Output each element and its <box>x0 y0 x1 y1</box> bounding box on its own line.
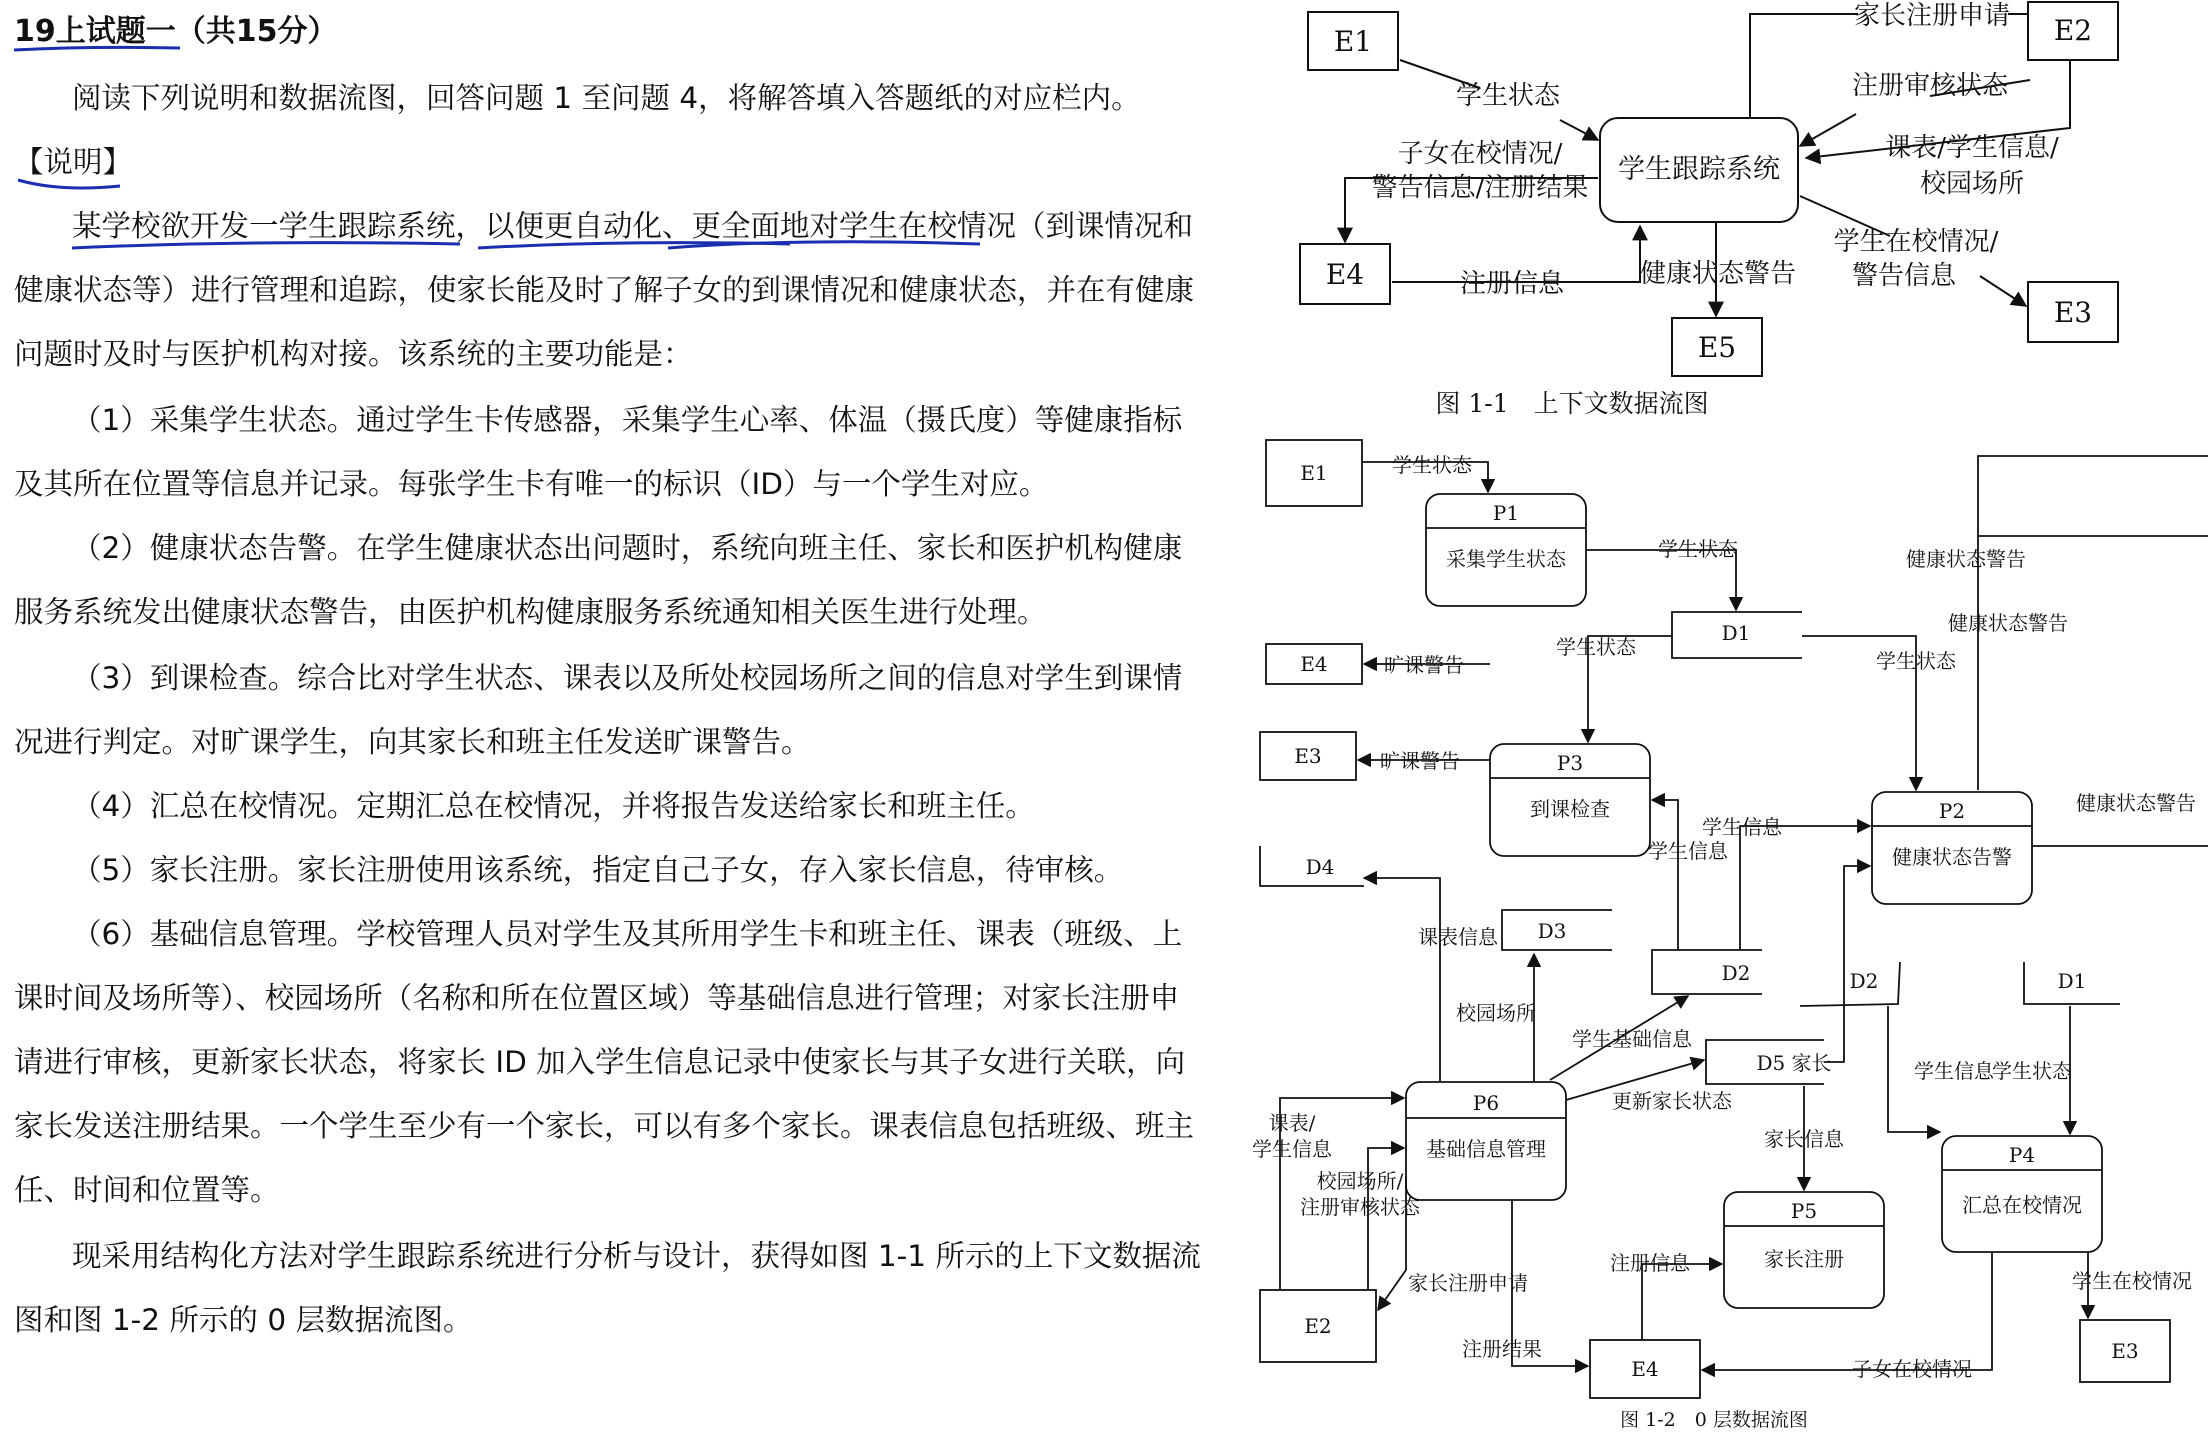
question-title: 19上试题一（共15分） <box>14 14 338 49</box>
flow-label: 学生基础信息 <box>1572 1027 1692 1051</box>
flow-label: 课表/ <box>1268 1111 1316 1135</box>
flow-line <box>2032 676 2208 846</box>
process-p3-name: 到课检查 <box>1530 797 1610 821</box>
entity-e2-label: E2 <box>2053 14 2093 47</box>
flow-label: 家长信息 <box>1764 1127 1844 1151</box>
process-p4-name: 汇总在校情况 <box>1962 1193 2082 1217</box>
flow-label: 校园场所 <box>1456 1001 1536 1025</box>
store-d5-label: D5 家长 <box>1756 1051 1832 1075</box>
entity-e4-label: E4 <box>1325 258 1365 291</box>
flow-label: 子女在校情况 <box>1852 1357 1972 1381</box>
flow-line <box>1364 878 1440 1082</box>
flow-line <box>1824 866 1870 1062</box>
section-heading: 【说明】 <box>14 145 133 179</box>
flow-line <box>1702 1252 1992 1370</box>
paragraph-line: 任、时间和位置等。 <box>14 1173 280 1207</box>
process-p2-name: 健康状态告警 <box>1892 845 2012 869</box>
entity-e1-label: E1 <box>1300 461 1328 485</box>
entity-e3-label: E3 <box>2111 1339 2139 1363</box>
flow-label: 警告信息 <box>1851 261 1957 291</box>
level0-dfd <box>1260 430 2208 1398</box>
paragraph-line: 现采用结构化方法对学生跟踪系统进行分析与设计，获得如图 1-1 所示的上下文数据流 <box>72 1239 1201 1273</box>
process-p3-id: P3 <box>1556 751 1584 775</box>
level0-dfd-labels <box>1252 438 2208 1431</box>
flow-label: 注册信息 <box>1459 269 1565 299</box>
diagrams-panel <box>1240 0 2208 1434</box>
paragraph-line: 健康状态等）进行管理和追踪，使家长能及时了解子女的到课情况和健康状态，并在有健康 <box>14 273 1195 307</box>
flow-label: 更新家长状态 <box>1612 1089 1732 1113</box>
flow-label: 子女在校情况/ <box>1397 139 1563 169</box>
flow-line <box>1750 14 1858 118</box>
process-p5-name: 家长注册 <box>1764 1247 1844 1271</box>
paragraph-line: 问题时及时与医护机构对接。该系统的主要功能是： <box>14 337 693 371</box>
process-p1-id: P1 <box>1492 501 1520 525</box>
entity-e3-label: E3 <box>2053 296 2093 329</box>
flow-label: 课表/学生信息/ <box>1885 133 2059 163</box>
flow-label: 家长注册申请 <box>1853 1 2011 31</box>
flow-label: 旷课警告 <box>1384 653 1464 677</box>
process-p5-id: P5 <box>1790 1199 1818 1223</box>
store-d2-label: D2 <box>1721 961 1751 985</box>
entity-e2-label: E2 <box>1304 1314 1332 1338</box>
store-d1-label: D1 <box>1721 621 1751 645</box>
flow-label: 健康状态警告 <box>1948 611 2068 635</box>
flow-label: 警告信息/注册结果 <box>1371 173 1589 203</box>
flow-label: 健康状态警告 <box>1639 259 1797 289</box>
entity-e4-label: E4 <box>1631 1357 1659 1381</box>
figure-1-2-caption: 图 1-2 0 层数据流图 <box>1620 1409 1808 1431</box>
process-p1-name: 采集学生状态 <box>1446 547 1566 571</box>
process-p4-id: P4 <box>2008 1143 2036 1167</box>
store-d2-label: D2 <box>1849 969 1879 993</box>
entity-e4-label: E4 <box>1300 652 1328 676</box>
store-d3-label: D3 <box>1537 919 1567 943</box>
flow-label: 学生信息 <box>1914 1059 1994 1083</box>
entity-e3-label: E3 <box>1294 744 1322 768</box>
flow-label: 学生状态 <box>1556 635 1636 659</box>
flow-label: 学生在校情况 <box>2072 1269 2192 1293</box>
flow-label: 家长注册申请 <box>1408 1271 1528 1295</box>
flow-line <box>1652 800 1678 950</box>
flow-label: 学生状态 <box>1992 1059 2072 1083</box>
intro-line: 阅读下列说明和数据流图，回答问题 1 至问题 4，将解答填入答题纸的对应栏内。 <box>72 81 1141 115</box>
flow-label: 旷课警告 <box>1380 749 1460 773</box>
paragraph-line: 请进行审核，更新家长状态，将家长 ID 加入学生信息记录中使家长与其子女进行关联，向 <box>14 1045 1186 1079</box>
flow-label: 注册信息 <box>1610 1251 1690 1275</box>
flow-label: 学生状态 <box>1876 649 1956 673</box>
context-process-label: 学生跟踪系统 <box>1618 154 1780 185</box>
flow-line <box>1740 826 1870 950</box>
paragraph-line: 服务系统发出健康状态警告，由医护机构健康服务系统通知相关医生进行处理。 <box>14 595 1047 629</box>
data-flow-diagrams <box>1240 0 2208 1434</box>
figure-1-1-caption: 图 1-1 上下文数据流图 <box>1435 389 1709 418</box>
process-p6-id: P6 <box>1472 1091 1500 1115</box>
flow-label: 学生状态 <box>1392 453 1472 477</box>
entity-e5-label: E5 <box>1697 331 1737 364</box>
flow-label: 校园场所/ <box>1316 1169 1404 1193</box>
paragraph-line: 某学校欲开发一学生跟踪系统，以便更自动化、更全面地对学生在校情况（到课情况和 <box>72 209 1194 243</box>
flow-label: 健康状态警告 <box>2076 791 2196 815</box>
flow-label: 注册结果 <box>1462 1337 1542 1361</box>
paragraph-line: 及其所在位置等信息并记录。每张学生卡有唯一的标识（ID）与一个学生对应。 <box>14 467 1049 501</box>
flow-label: 健康状态警告 <box>1906 547 2026 571</box>
flow-label: 注册审核状态 <box>1851 71 2009 101</box>
flow-label: 校园场所 <box>1919 169 2025 199</box>
flow-label: 注册审核状态 <box>1300 1195 1420 1219</box>
function-6-line: （6）基础信息管理。学校管理人员对学生及其所用学生卡和班主任、课表（班级、上 <box>72 917 1183 951</box>
store-d1-label: D1 <box>2057 969 2087 993</box>
process-p6-name: 基础信息管理 <box>1426 1137 1546 1161</box>
process-p2-id: P2 <box>1938 799 1966 823</box>
context-dfd-labels <box>1326 1 2092 418</box>
function-3-line: （3）到课检查。综合比对学生状态、课表以及所处校园场所之间的信息对学生到课情 <box>72 661 1183 695</box>
function-5-line: （5）家长注册。家长注册使用该系统，指定自己子女，存入家长信息，待审核。 <box>72 853 1124 887</box>
flow-label: 学生信息 <box>1252 1137 1332 1161</box>
flow-label: 学生在校情况/ <box>1833 227 1999 257</box>
flow-label: 学生状态 <box>1658 537 1738 561</box>
paragraph-line: 况进行判定。对旷课学生，向其家长和班主任发送旷课警告。 <box>14 725 811 759</box>
flow-label: 课表信息 <box>1418 925 1498 949</box>
function-1-line: （1）采集学生状态。通过学生卡传感器，采集学生心率、体温（摄氏度）等健康指标 <box>72 403 1183 437</box>
paragraph-line: 图和图 1-2 所示的 0 层数据流图。 <box>14 1303 473 1337</box>
flow-label: 学生信息 <box>1648 839 1728 863</box>
function-4-line: （4）汇总在校情况。定期汇总在校情况，并将报告发送给家长和班主任。 <box>72 789 1035 823</box>
flow-line <box>1642 1264 1722 1340</box>
paragraph-line: 课时间及场所等）、校园场所（名称和所在位置区域）等基础信息进行管理；对家长注册申 <box>14 981 1180 1015</box>
flow-label: 学生信息 <box>1702 815 1782 839</box>
store-d4-label: D4 <box>1305 855 1335 879</box>
flow-label: 学生状态 <box>1455 81 1561 111</box>
entity-e1-label: E1 <box>1333 25 1373 58</box>
paragraph-line: 家长发送注册结果。一个学生至少有一个家长，可以有多个家长。课表信息包括班级、班主 <box>14 1109 1195 1143</box>
function-2-line: （2）健康状态告警。在学生健康状态出问题时，系统向班主任、家长和医护机构健康 <box>72 531 1183 565</box>
